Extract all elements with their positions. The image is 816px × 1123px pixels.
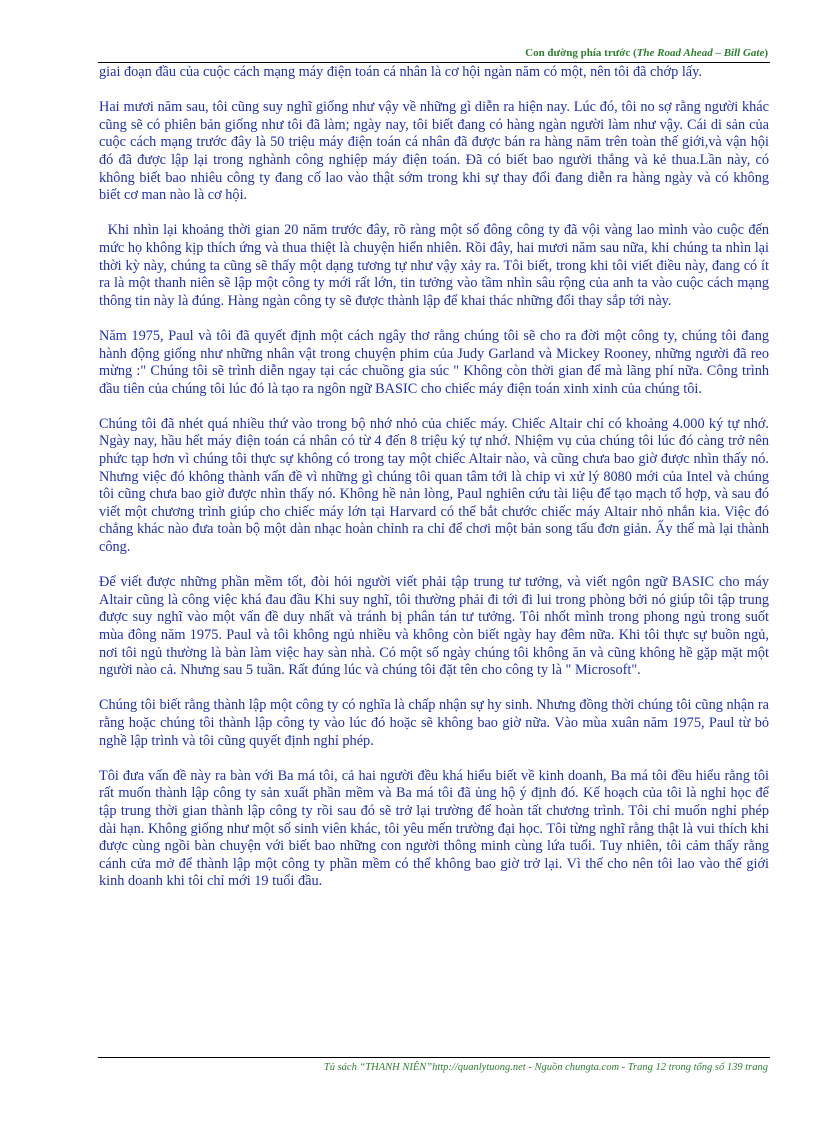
paragraph: Chúng tôi biết rằng thành lập một công ty có nghĩa là chấp nhận sự hy sinh. Nhưng đồng thời chúng tôi cũng nhận ra rằng hoặc chúng tôi thành lập công ty vào lúc đó hoặc sẽ không bao giờ nữa. Vào mùa xuân năm 1975, Paul từ bỏ nghề lập trình và tôi cũng quyết định nghỉ phép. bbox=[99, 697, 769, 749]
paragraph: Năm 1975, Paul và tôi đã quyết định một cách ngây thơ rằng chúng tôi sẽ cho ra đời một công ty, chúng tôi đang hành động giống như những nhân vật trong chuyện phim của Judy Garland và Mickey Rooney, những người đã reo mừng :" Chúng tôi sẽ trình diễn ngay tại các chuồng gia súc " Không còn thời gian để mà lãng phí nữa. Công trình đầu tiên của chúng tôi lúc đó là tạo ra ngôn ngữ BASIC cho chiếc máy điện toán xinh xinh của chúng tôi. bbox=[99, 327, 769, 397]
paragraph: Tôi đưa vấn đề này ra bàn với Ba má tôi, cả hai người đều khá hiểu biết về kinh doanh, Ba má tôi đều hiểu rằng tôi rất muốn thành lập công ty sản xuất phần mềm và Ba má tôi đã ủng hộ ý định đó. Kế hoạch của tôi là nghỉ học để tập trung thời gian thành lập công ty rồi sau đó sẽ trở lại trường để hoàn tất chương trình. Tôi chỉ muốn nghỉ phép dài hạn. Không giống như một số sinh viên khác, tôi yêu mến trường đại học. Tôi từng nghĩ rằng thật là vui thích khi được cùng ngồi bàn chuyện với biết bao những con người thông minh cùng lứa tuổi. Tuy nhiên, tôi cảm thấy rằng cánh cửa mở để thành lập một công ty phần mềm có thể không bao giờ trở lại. Vì thế cho nên tôi lao vào thế giới kinh doanh khi tôi chỉ mới 19 tuổi đầu. bbox=[99, 767, 769, 890]
header-rule bbox=[98, 62, 770, 63]
paragraph: Để viết được những phần mềm tốt, đòi hỏi người viết phải tập trung tư tưởng, và viết ngôn ngữ BASIC cho máy Altair cũng là công việc khá đau đầu Khi suy nghĩ, tôi thường phải đi tới đi lui trong phòng bởi nó giúp tôi tập trung được suy nghĩ vào một vấn đề duy nhất và tránh bị phân tán tư tưởng. Tôi nhốt mình trong phong ngủ trong suốt mùa đông năm 1975. Paul và tôi không ngủ nhiều và không còn biết ngày hay đêm nữa. Khi tôi thực sự buồn ngủ, nơi tôi ngủ thường là bàn làm việc hay sàn nhà. Có một số ngày chúng tôi không ăn và cũng không hề gặp mặt một người nào cả. Nhưng sau 5 tuần. Rất đúng lúc và chúng tôi đặt tên cho công ty là " Microsoft". bbox=[99, 574, 769, 679]
paragraph: giai đoạn đầu của cuộc cách mạng máy điện toán cá nhân là cơ hội ngàn năm có một, nên tôi đã chớp lấy. bbox=[99, 64, 702, 80]
header-book-title: The Road Ahead – Bill Gate bbox=[636, 47, 765, 59]
running-header bbox=[100, 47, 768, 59]
header-prefix: Con đường phía trước ( bbox=[525, 47, 637, 59]
paragraph: Khi nhìn lại khoảng thời gian 20 năm trước đây, rõ ràng một số đông công ty đã vội vàng lao mình vào cuộc đến mức họ không kịp thích ứng và thua thiệt là chuyện hiển nhiên. Rồi đây, hai mươi năm sau nữa, khi chúng ta nhìn lại thời kỳ này, chúng ta cũng sẽ thấy một dạng tương tự như vậy xảy ra. Tôi biết, trong khi tôi viết điều này, đang có ít ra là một thanh niên sẽ lập một công ty mới rất lớn, tin tưởng vào tầm nhìn sâu rộng của anh ta vào cuộc cách mạng thông tin này là đúng. Hàng ngàn công ty sẽ được thành lập để khai thác những đổi thay sắp tới này. bbox=[99, 222, 773, 309]
header-suffix: ) bbox=[764, 47, 768, 59]
running-footer: Tủ sách “THANH NIÊN”http://quanlytuong.net - Nguồn chungta.com - Trang 12 trong tổng số 139 trang bbox=[323, 1062, 768, 1073]
paragraph: Hai mươi năm sau, tôi cũng suy nghĩ giống như vậy về những gì diễn ra hiện nay. Lúc đó, tôi no sợ rằng người khác cũng sẽ có phiên bản giống như tôi đã làm; ngày nay, tôi biết đang có hàng ngàn người làm như vậy. Cái di sản của cuộc cách mạng trước đây là 50 triệu máy điện toán cá nhân đã được bán ra hàng năm trên toàn thế giới,và vận hội đó đã được lập lại trong nghành công nghiệp máy điện toán. Đã có biết bao người thắng và kẻ thua.Lần này, có không biết bao nhiêu công ty đang cố lao vào thật sớm trong khi sự thay đổi đang diễn ra hàng ngày và có không biết cơ man nào là cơ hội. bbox=[99, 99, 769, 204]
paragraph: Chúng tôi đã nhét quá nhiều thứ vào trong bộ nhớ nhỏ của chiếc máy. Chiếc Altair chỉ có khoảng 4.000 ký tự nhớ. Ngày nay, hầu hết máy điện toán cá nhân có từ 4 đến 8 triệu ký tự nhớ. Nhiệm vụ của chúng tôi lúc đó càng trở nên phức tạp hơn vì chúng tôi thực sự không có trong tay một chiếc Altair nào, và cũng chưa bao giờ được nhìn thấy nó. Nhưng việc đó không thành vấn đề vì những gì chúng tôi quan tâm tới là chip vi xử lý 8080 mới của Intel và chúng tôi cũng chưa bao giờ được nhìn thấy nó. Không hề nản lòng, Paul nghiên cứu tài liệu để tạo mạch tổ hợp, và sau đó viết một chương trình giúp cho chiếc máy lớn tại Harvard có thể bắt chước chiếc máy Altair nhỏ nhắn kia. Việc đó chẳng khác nào đưa toàn bộ một dàn nhạc hoàn chỉnh ra chỉ để chơi một bản song tấu đơn giản. Ấy thế mà lại thành công. bbox=[99, 415, 769, 556]
footer-rule bbox=[98, 1057, 770, 1058]
body-text bbox=[99, 64, 773, 909]
